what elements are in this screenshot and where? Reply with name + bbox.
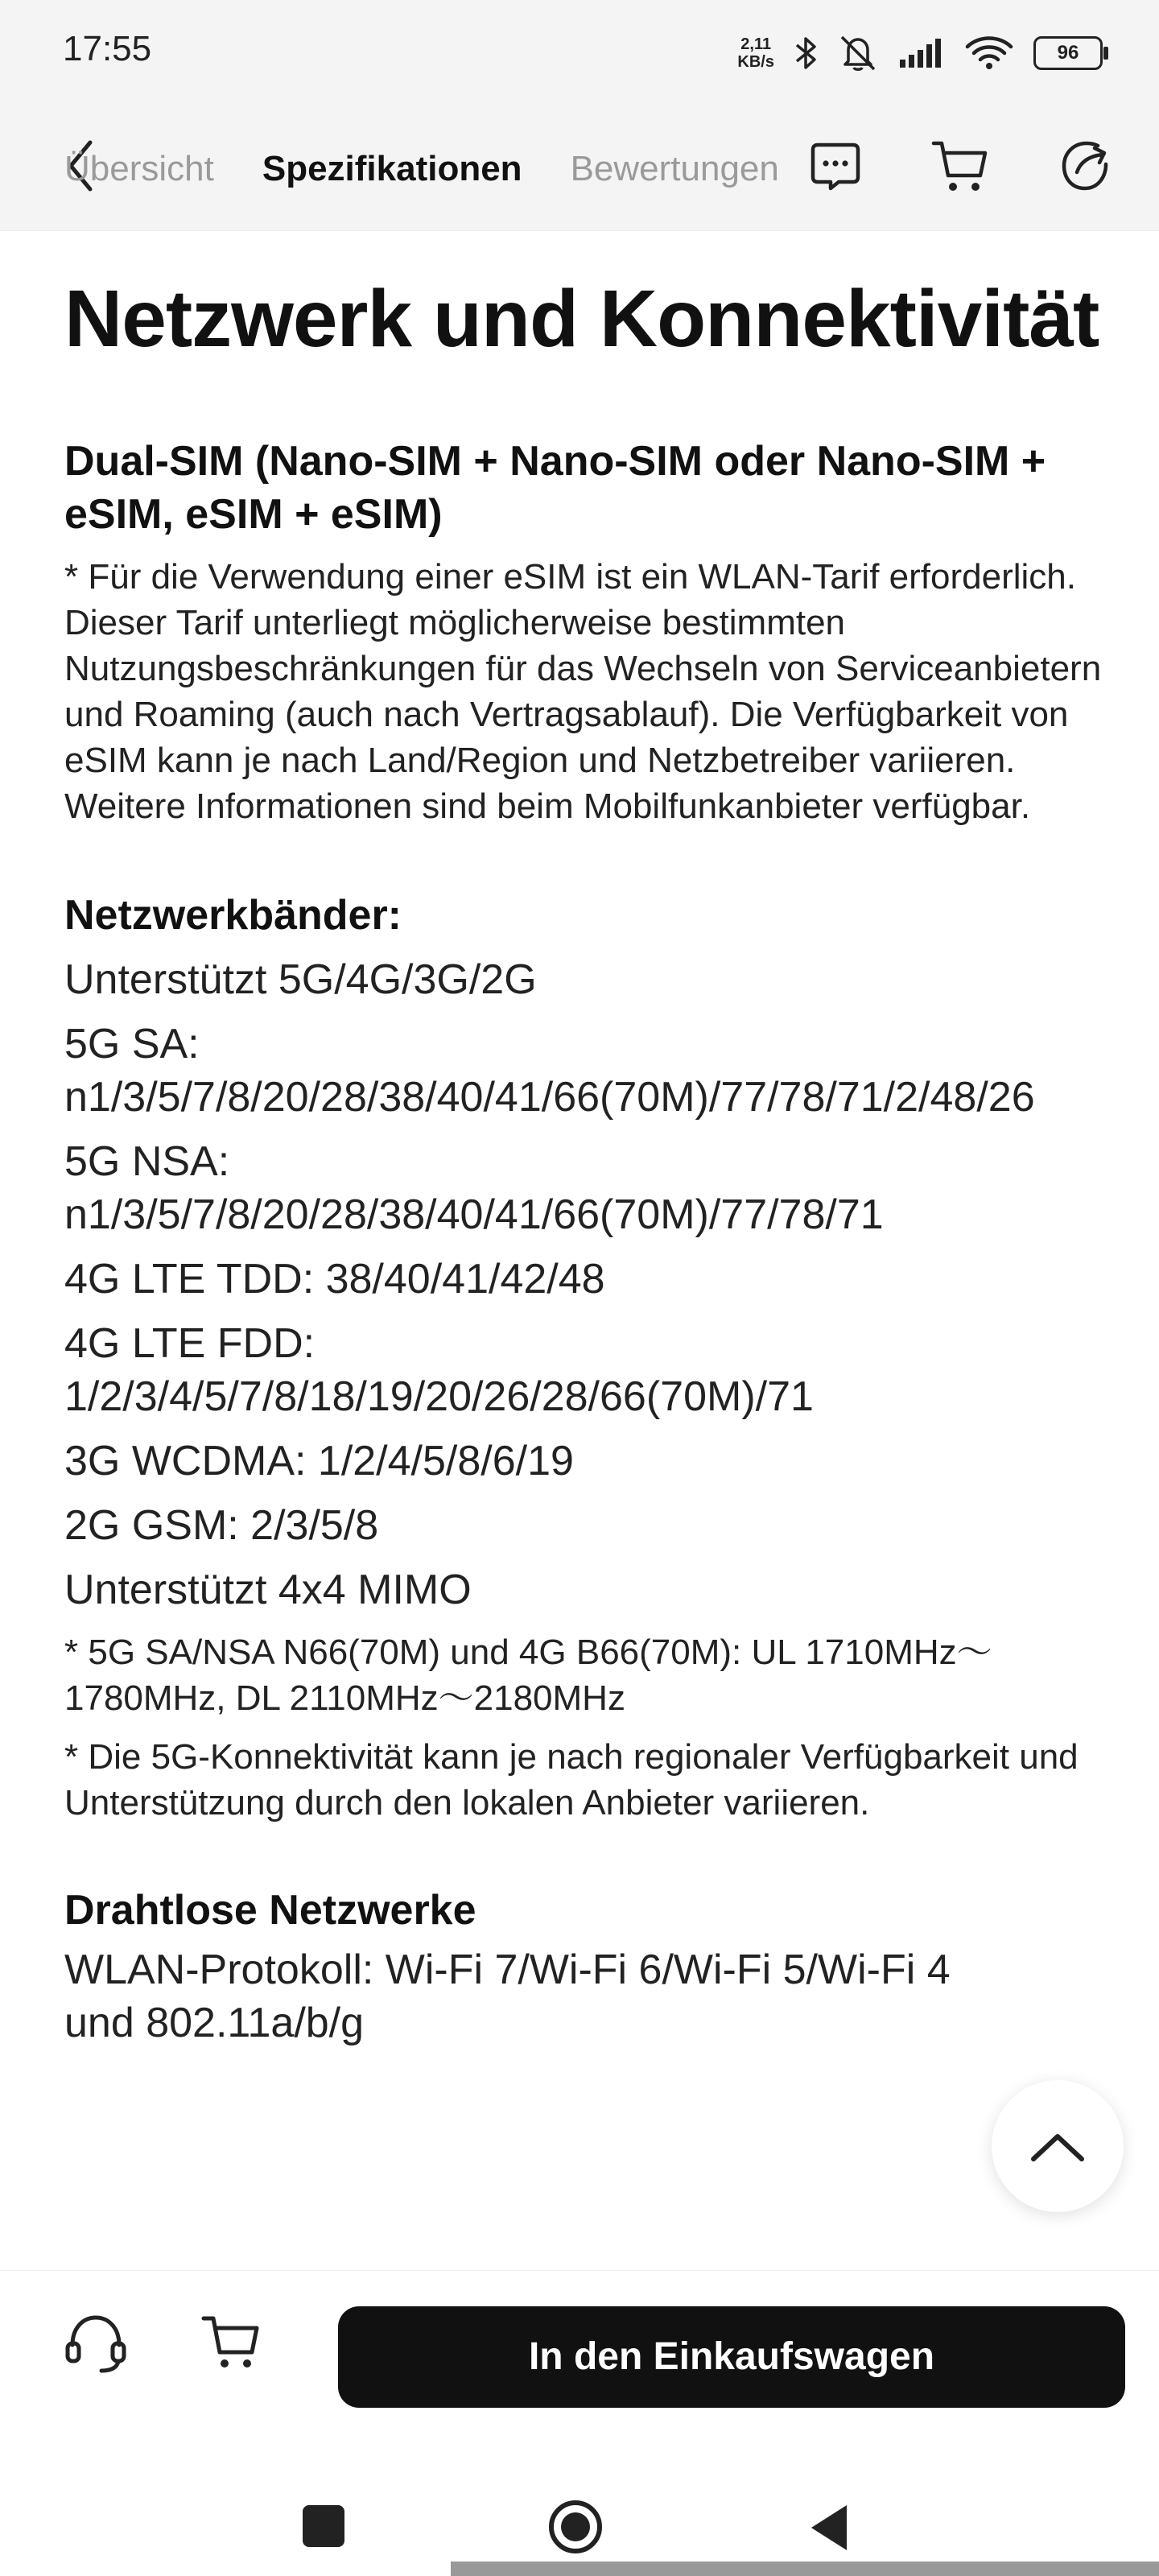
tab-reviews[interactable]: Bewertungen [570, 149, 779, 188]
section-title: Netzwerk und Konnektivität [64, 274, 1099, 364]
support-button[interactable] [61, 2308, 130, 2377]
status-time: 17:55 [63, 29, 152, 68]
chevron-up-icon [1029, 2128, 1087, 2164]
home-button[interactable] [547, 2499, 604, 2555]
cart-icon [200, 2312, 265, 2373]
network-speed [737, 35, 774, 71]
mute-bell-icon [837, 34, 879, 72]
band-line: 4G LTE TDD: 38/40/41/42/48 [64, 1256, 605, 1302]
status-icons [737, 29, 1103, 77]
band-footnote: * 5G SA/NSA N66(70M) und 4G B66(70M): UL 1710MHz～1780MHz, DL 2110MHz～2180MHz [64, 1633, 992, 1718]
gesture-indicator [451, 2562, 1159, 2576]
band-line: 4G LTE FDD: [64, 1320, 316, 1367]
band-line: 1/2/3/4/5/7/8/18/19/20/26/28/66(70M)/71 [64, 1373, 814, 1420]
chat-button[interactable] [803, 134, 868, 198]
add-to-cart-button[interactable]: In den Einkaufswagen [338, 2306, 1125, 2408]
headset-icon [61, 2308, 130, 2377]
wlan-protocol: WLAN-Protokoll: Wi-Fi 7/Wi-Fi 6/Wi-Fi 5/Wi-Fi 4 und 802.11a/b/g [64, 1946, 951, 2046]
top-navigation [0, 105, 1159, 231]
band-line: n1/3/5/7/8/20/28/38/40/41/66(70M)/77/78/71/2/48/26 [64, 1074, 1035, 1121]
bottom-cart-button[interactable] [198, 2308, 267, 2377]
wireless-heading: Drahtlose Netzwerke [64, 1887, 476, 1934]
bluetooth-icon [794, 35, 818, 71]
battery-indicator: 96 [1033, 36, 1103, 70]
tab-specifications[interactable]: Spezifikationen [262, 149, 522, 188]
band-line: 2G GSM: 2/3/5/8 [64, 1502, 379, 1549]
share-icon [1058, 137, 1116, 195]
bottom-action-bar [0, 2270, 1159, 2440]
band-line: 3G WCDMA: 1/2/4/5/8/6/19 [64, 1438, 574, 1484]
network-bands-heading: Netzwerkbänder: [64, 892, 402, 939]
band-line: Unterstützt 4x4 MIMO [64, 1567, 472, 1613]
share-button[interactable] [1054, 134, 1119, 198]
cart-button[interactable] [929, 134, 993, 198]
scroll-top-button[interactable] [992, 2080, 1124, 2212]
top-actions [803, 134, 1119, 198]
system-back-button[interactable] [805, 2502, 853, 2553]
band-line: n1/3/5/7/8/20/28/38/40/41/66(70M)/77/78/71 [64, 1191, 884, 1238]
tab-overview[interactable]: Übersicht [64, 149, 214, 188]
spec-content [64, 230, 1159, 2270]
system-navigation-bar [0, 2439, 1159, 2576]
wifi-icon [964, 34, 1014, 72]
network-speed-value: 2,11 [740, 35, 772, 53]
esim-note: * Für die Verwendung einer eSIM ist ein WLAN-Tarif erforderlich. Dieser Tarif unterliegt möglicherweise bestimmten Nutzungsbeschränkungen für das Wechseln von Serviceanbietern und Roaming (auch nach Vertragsablauf). Die Verfügbarkeit von eSIM kann je nach Land/Region und Netzbetreiber variieren. Weitere Informationen sind beim Mobilfunkanbieter verfügbar. [64, 557, 1102, 826]
network-bands-list [64, 953, 1159, 1616]
band-line: 5G NSA: [64, 1138, 230, 1185]
band-line: Unterstützt 5G/4G/3G/2G [64, 956, 537, 1003]
band-line: 5G SA: [64, 1021, 200, 1067]
chat-icon [806, 137, 864, 195]
cart-icon [930, 137, 992, 195]
network-speed-unit: KB/s [737, 53, 774, 71]
recent-apps-button[interactable] [303, 2505, 344, 2547]
section-tabs [64, 137, 779, 201]
signal-icon [898, 37, 945, 69]
sim-heading: Dual-SIM (Nano-SIM + Nano-SIM oder Nano-SIM + eSIM, eSIM + eSIM) [64, 438, 1046, 538]
status-bar [0, 0, 1159, 105]
band-footnote: * Die 5G-Konnektivität kann je nach regionaler Verfügbarkeit und Unterstützung durch den lokalen Anbieter variieren. [64, 1737, 1079, 1823]
